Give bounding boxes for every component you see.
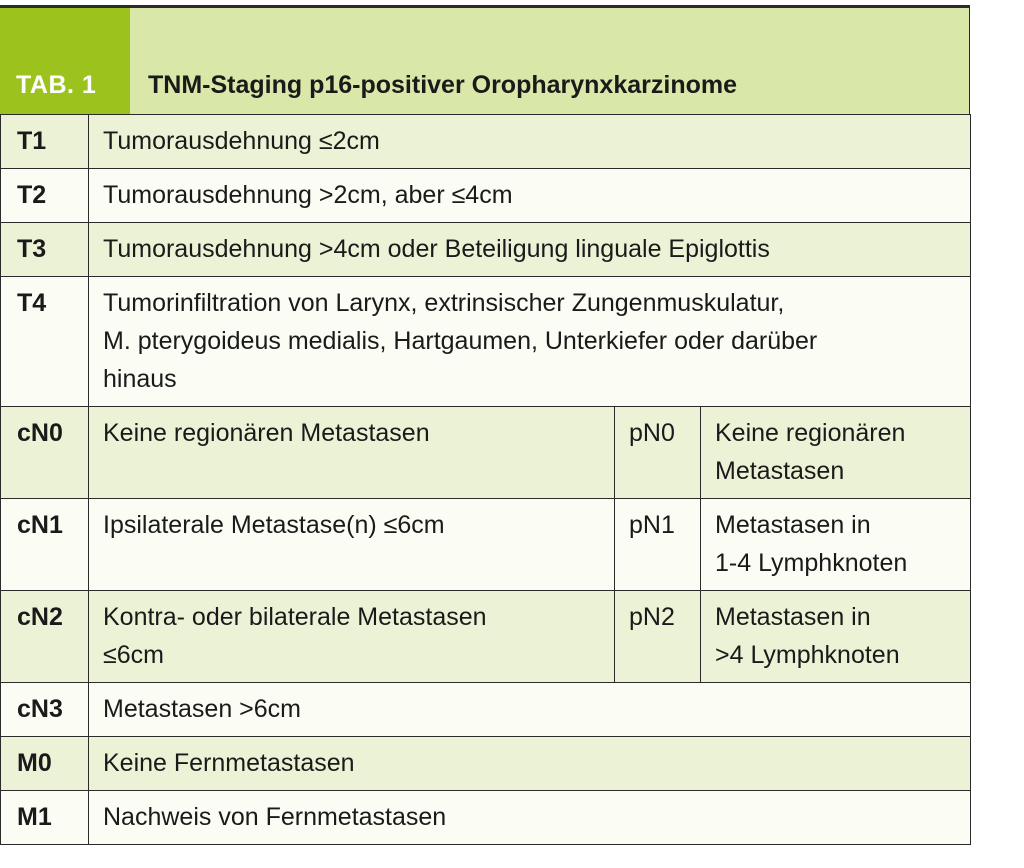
table-row-t3 (1, 223, 971, 277)
stage-key: T1 (1, 115, 89, 169)
stage-description: Nachweis von Fernmetastasen (89, 791, 971, 845)
stage-key: cN3 (1, 683, 89, 737)
stage-key: cN0 (1, 407, 89, 499)
description-line: hinaus (103, 365, 177, 393)
description-line: Keine regionären Metastasen (103, 419, 430, 447)
pathologic-description (701, 499, 971, 591)
table-row-t4 (1, 277, 971, 407)
table-row-cn3 (1, 683, 971, 737)
stage-description: Tumorausdehnung ≤2cm (89, 115, 971, 169)
pathologic-description (701, 591, 971, 683)
stage-key: T2 (1, 169, 89, 223)
pathologic-description (701, 407, 971, 499)
description-line: 1-4 Lymphknoten (715, 549, 908, 577)
pathologic-key: pN1 (615, 499, 701, 591)
table-title: TNM-Staging p16-positiver Oropharynxkarzinome (130, 8, 970, 114)
table-row-cn0 (1, 407, 971, 499)
stage-key: cN2 (1, 591, 89, 683)
stage-description: Metastasen >6cm (89, 683, 971, 737)
clinical-description (89, 407, 615, 499)
description-line: Metastasen in (715, 511, 871, 539)
description-line: ≤6cm (103, 641, 164, 669)
stage-key: M1 (1, 791, 89, 845)
table-row-cn1 (1, 499, 971, 591)
description-line: Metastasen (715, 457, 845, 485)
table-row-t2 (1, 169, 971, 223)
stage-description: Tumorausdehnung >2cm, aber ≤4cm (89, 169, 971, 223)
clinical-description (89, 499, 615, 591)
description-line: Keine regionären (715, 419, 906, 447)
table-row-cn2 (1, 591, 971, 683)
description-line: >4 Lymphknoten (715, 641, 900, 669)
clinical-description (89, 591, 615, 683)
table-row-m1 (1, 791, 971, 845)
table-number-label: TAB. 1 (0, 8, 130, 114)
description-line: M. pterygoideus medialis, Hartgaumen, Unterkiefer oder darüber (103, 327, 818, 355)
table-row-m0 (1, 737, 971, 791)
stage-key: M0 (1, 737, 89, 791)
tnm-table-figure (0, 5, 970, 845)
description-line: Kontra- oder bilaterale Metastasen (103, 603, 487, 631)
pathologic-key: pN0 (615, 407, 701, 499)
stage-key: T3 (1, 223, 89, 277)
table-row-t1 (1, 115, 971, 169)
stage-description (89, 277, 971, 407)
pathologic-key: pN2 (615, 591, 701, 683)
stage-description: Keine Fernmetastasen (89, 737, 971, 791)
description-line: Metastasen in (715, 603, 871, 631)
stage-description: Tumorausdehnung >4cm oder Beteiligung linguale Epiglottis (89, 223, 971, 277)
stage-key: cN1 (1, 499, 89, 591)
description-line: Ipsilaterale Metastase(n) ≤6cm (103, 511, 445, 539)
description-line: Tumorinfiltration von Larynx, extrinsischer Zungenmuskulatur, (103, 289, 785, 317)
table-header (0, 5, 970, 114)
tnm-table (0, 114, 971, 845)
stage-key: T4 (1, 277, 89, 407)
